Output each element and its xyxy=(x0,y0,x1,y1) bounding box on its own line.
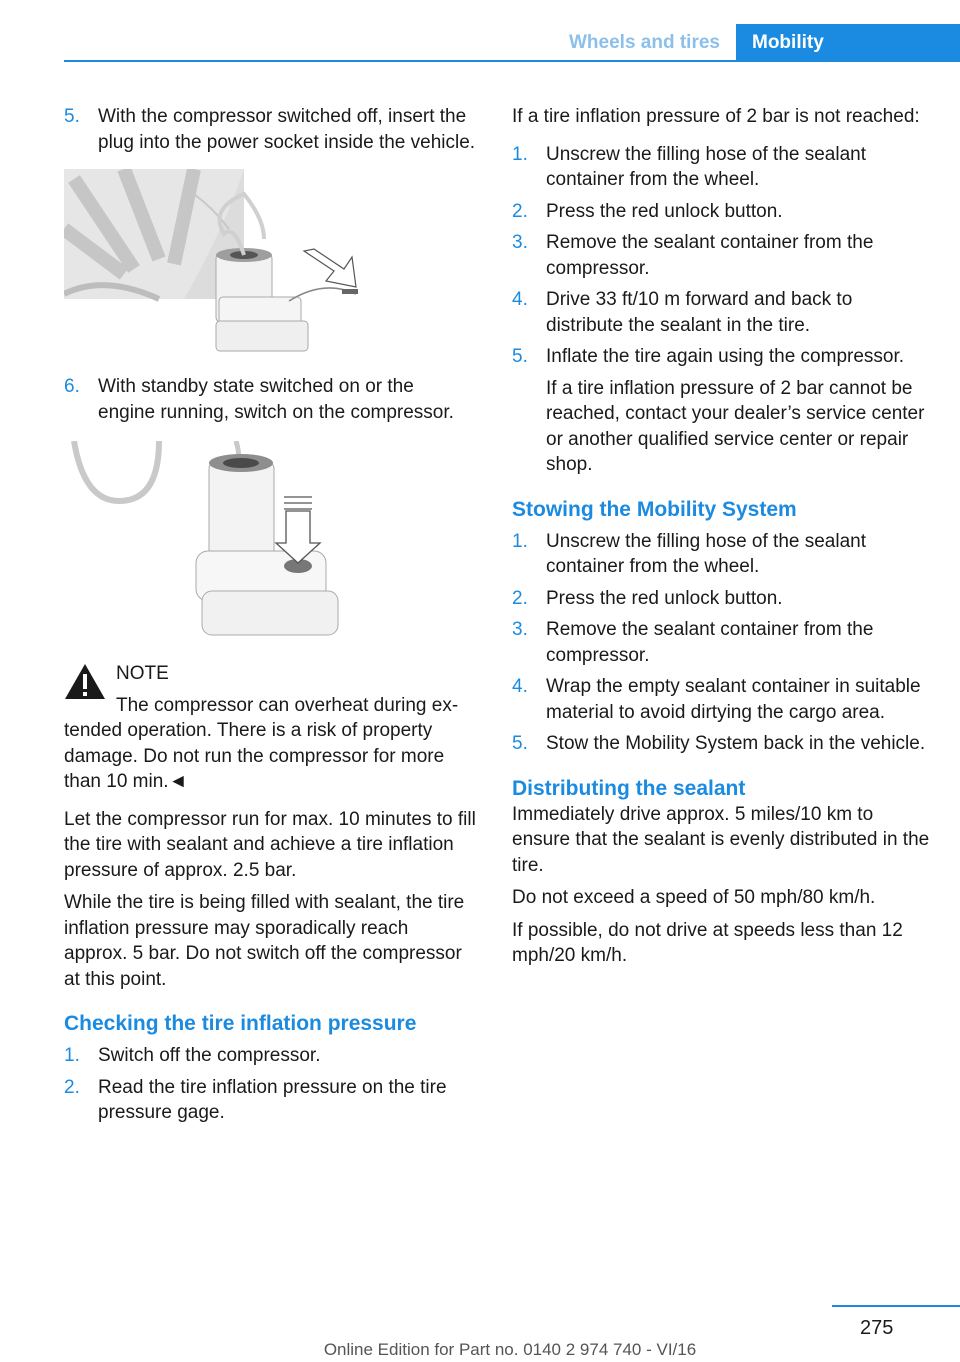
step-number: 2. xyxy=(512,200,528,222)
header-chapter-tab: Mobility xyxy=(736,24,960,62)
step-text: Wrap the empty sealant container in suitable material to avoid dirtying the cargo area. xyxy=(546,676,921,723)
step-text: Remove the sealant container from the compressor. xyxy=(546,232,874,279)
step-text: Read the tire inflation pressure on the tire pressure gage. xyxy=(98,1076,447,1123)
step-number: 1. xyxy=(512,143,528,165)
step-number: 3. xyxy=(512,619,528,640)
stow-step-3 xyxy=(512,617,932,668)
step-text: Drive 33 ft/10 m forward and back to distribute the sealant in the tire. xyxy=(546,289,853,336)
step-number: 3. xyxy=(512,232,528,253)
figure-plug-power-socket xyxy=(64,169,476,354)
paragraph-distribute: Immediately drive approx. 5 miles/10 km to ensure that the sealant is evenly distributed in the tire. xyxy=(512,803,930,876)
step-text: Remove the sealant container from the compressor. xyxy=(546,619,874,666)
step-number: 5. xyxy=(512,733,528,754)
step-text: Switch off the compressor. xyxy=(98,1045,321,1066)
step-5 xyxy=(512,344,932,478)
warning-icon xyxy=(64,663,106,701)
step-text: Unscrew the filling hose of the sealant container from the wheel. xyxy=(546,143,867,190)
step-number: 1. xyxy=(64,1045,80,1066)
step-number: 2. xyxy=(512,587,528,609)
paragraph-run-time: Let the compressor run for max. 10 minutes to fill the tire with sealant and achieve a tire inflation pressure of approx. 2.5 bar. xyxy=(64,808,476,881)
heading-distributing: Distributing the sealant xyxy=(512,776,746,800)
header-section-title: Wheels and tires xyxy=(569,32,720,53)
check-step-2 xyxy=(64,1075,476,1126)
check-step-1 xyxy=(64,1043,476,1069)
step-4 xyxy=(512,287,932,338)
step-number: 4. xyxy=(512,676,528,697)
heading-checking-pressure: Checking the tire inflation pressure xyxy=(64,1012,417,1035)
paragraph-speed-limit: Do not exceed a speed of 50 mph/80 km/h. xyxy=(512,887,876,908)
step-text: Unscrew the filling hose of the sealant container from the wheel. xyxy=(546,530,867,577)
step-text: Inflate the tire again using the compressor. xyxy=(546,346,905,367)
left-column xyxy=(64,104,476,1132)
step-1 xyxy=(512,142,932,193)
step-6 xyxy=(64,374,476,425)
page-number: 275 xyxy=(860,1317,894,1339)
header-rule xyxy=(64,60,960,62)
step-number: 5. xyxy=(64,106,80,127)
stow-step-1 xyxy=(512,529,932,580)
right-column xyxy=(512,104,932,976)
paragraph-intro: If a tire inflation pressure of 2 bar is not reached: xyxy=(512,106,920,127)
step-3 xyxy=(512,230,932,281)
stow-step-5 xyxy=(512,731,932,757)
note-text: tended operation. There is a risk of property damage. Do not run the compressor for more than 10 min.◄ xyxy=(64,720,445,792)
page-header xyxy=(64,24,960,62)
step-2 xyxy=(512,199,932,225)
paragraph-pressure-peak: While the tire is being filled with sealant, the tire inflation pressure may sporadically reach approx. 5 bar. Do not switch off the compressor at this point. xyxy=(64,892,465,990)
footer-rule xyxy=(832,1305,960,1307)
step-text: Stow the Mobility System back in the vehicle. xyxy=(546,733,926,754)
step-text: With the compressor switched off, insert the plug into the power socket inside the vehicle. xyxy=(98,106,476,153)
step-number: 5. xyxy=(512,346,528,367)
step-5 xyxy=(64,104,476,155)
stow-step-2 xyxy=(512,586,932,612)
note-title: NOTE xyxy=(116,663,169,684)
note-box xyxy=(64,661,476,795)
step-number: 2. xyxy=(64,1076,80,1098)
stow-step-4 xyxy=(512,674,932,725)
paragraph-minimum-speed: If possible, do not drive at speeds less than 12 mph/20 km/h. xyxy=(512,919,903,966)
note-text-line1: The compressor can overheat during ex- xyxy=(116,694,459,716)
step-text: Press the red unlock button. xyxy=(546,587,783,609)
step-number: 6. xyxy=(64,376,80,397)
heading-stowing: Stowing the Mobility System xyxy=(512,497,797,521)
step-text: Press the red unlock button. xyxy=(546,200,783,222)
step-subtext: If a tire inflation pressure of 2 bar cannot be reached, contact your dealer’s service center or another qualified service center or repair shop. xyxy=(546,377,925,475)
step-number: 1. xyxy=(512,530,528,552)
footer-edition: Online Edition for Part no. 0140 2 974 740 - VI/16 xyxy=(323,1340,697,1359)
step-number: 4. xyxy=(512,289,528,310)
figure-switch-on-compressor xyxy=(64,441,476,641)
step-text: With standby state switched on or the engine running, switch on the compressor. xyxy=(98,376,454,423)
